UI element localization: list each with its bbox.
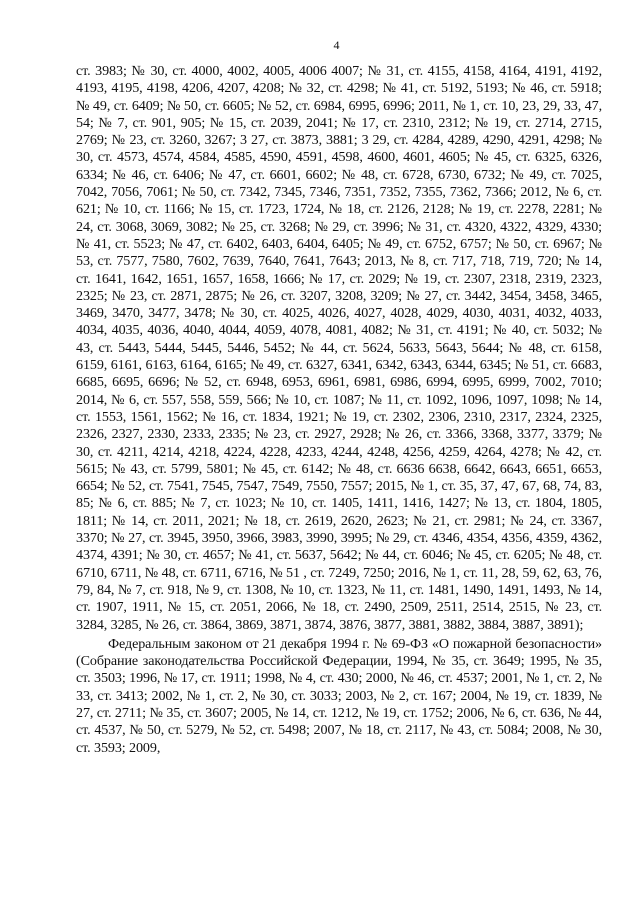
paragraph-fire-safety-law: Федеральным законом от 21 декабря 1994 г. № 69-ФЗ «О пожарной безопасности» (Собрание законодательства Российской Федерации, 1994, № 35, ст. 3649; 1995, № 35, ст. 3503; 1996, № 17, ст. 1911; 1998, № 4, ст. 430; 2000, № 46, ст. 4537; 2001, № 1, ст. 2, № 33, ст. 3413; 2002, № 1, ст. 2, № 30, ст. 3033; 2003, № 2, ст. 167; 2004, № 19, ст. 1839, № 27, ст. 2711; № 35, ст. 3607; 2005, № 14, ст. 1212, № 19, ст. 1752; 2006, № 6, ст. 636, № 44, ст. 4537, № 50, ст. 5279, № 52, ст. 5498; 2007, № 18, ст. 2117, № 43, ст. 5084; 2008, № 30, ст. 3593; 2009, [76,635,602,756]
page-number: 4 [333,38,340,52]
paragraph-citations-continued: ст. 3983; № 30, ст. 4000, 4002, 4005, 4006 4007; № 31, ст. 4155, 4158, 4164, 4191, 4192, 4193, 4195, 4198, 4206, 4207, 4208; № 32, ст. 4298; № 41, ст. 5192, 5193; № 46, ст. 5918; № 49, ст. 6409; № 50, ст. 6605; № 52, ст. 6984, 6995, 6996; 2011, № 1, ст. 10, 23, 29, 33, 47, 54; № 7, ст. 901, 905; № 15, ст. 2039, 2041; № 17, ст. 2310, 2312; № 19, ст. 2714, 2715, 2769; № 23, ст. 3260, 3267; 3 27, ст. 3873, 3881; 3 29, ст. 4284, 4289, 4290, 4291, 4298; № 30, ст. 4573, 4574, 4584, 4585, 4590, 4591, 4598, 4600, 4601, 4605; № 45, ст. 6325, 6326, 6334; № 46, ст. 6406; № 47, ст. 6601, 6602; № 48, ст. 6728, 6730, 6732; № 49, ст. 7025, 7042, 7056, 7061; № 50, ст. 7342, 7345, 7346, 7351, 7352, 7355, 7362, 7366; 2012, № 6, ст. 621; № 10, ст. 1166; № 15, ст. 1723, 1724, № 18, ст. 2126, 2128; № 19, ст. 2278, 2281; № 24, ст. 3068, 3069, 3082; № 25, ст. 3268; № 29, ст. 3996; № 31, ст. 4320, 4322, 4329, 4330; № 41, ст. 5523; № 47, ст. 6402, 6403, 6404, 6405; № 49, ст. 6752, 6757; № 50, ст. 6967; № 53, ст. 7577, 7580, 7602, 7639, 7640, 7641, 7643; 2013, № 8, ст. 717, 718, 719, 720; № 14, ст. 1641, 1642, 1651, 1657, 1658, 1666; № 17, ст. 2029; № 19, ст. 2307, 2318, 2319, 2323, 2325; № 23, ст. 2871, 2875; № 26, ст. 3207, 3208, 3209; № 27, ст. 3442, 3454, 3458, 3465, 3469, 3470, 3477, 3478; № 30, ст. 4025, 4026, 4027, 4028, 4029, 4030, 4031, 4032, 4033, 4034, 4035, 4036, 4040, 4044, 4059, 4078, 4081, 4082; № 31, ст. 4191; № 40, ст. 5032; № 43, ст. 5443, 5444, 5445, 5446, 5452; № 44, ст. 5624, 5633, 5643, 5644; № 48, ст. 6158, 6159, 6161, 6163, 6164, 6165; № 49, ст. 6327, 6341, 6342, 6343, 6344, 6345; № 51, ст. 6683, 6685, 6695, 6696; № 52, ст. 6948, 6953, 6961, 6981, 6986, 6994, 6995, 6999, 7002, 7010; 2014, № 6, ст. 557, 558, 559, 566; № 10, ст. 1087; № 11, ст. 1092, 1096, 1097, 1098; № 14, ст. 1553, 1561, 1562; № 16, ст. 1834, 1921; № 19, ст. 2302, 2306, 2310, 2317, 2324, 2325, 2326, 2327, 2330, 2333, 2335; № 23, ст. 2927, 2928; № 26, ст. 3366, 3368, 3377, 3379; № 30, ст. 4211, 4214, 4218, 4224, 4228, 4233, 4244, 4248, 4256, 4259, 4264, 4278; № 42, ст. 5615; № 43, ст. 5799, 5801; № 45, ст. 6142; № 48, ст. 6636 6638, 6642, 6643, 6651, 6653, 6654; № 52, ст. 7541, 7545, 7547, 7549, 7550, 7557; 2015, № 1, ст. 35, 37, 47, 67, 68, 74, 83, 85; № 6, ст. 885; № 7, ст. 1023; № 10, ст. 1405, 1411, 1416, 1427; № 13, ст. 1804, 1805, 1811; № 14, ст. 2011, 2021; № 18, ст. 2619, 2620, 2623; № 21, ст. 2981; № 24, ст. 3367, 3370; № 27, ст. 3945, 3950, 3966, 3983, 3990, 3995; № 29, ст. 4346, 4354, 4356, 4359, 4362, 4374, 4391; № 30, ст. 4657; № 41, ст. 5637, 5642; № 44, ст. 6046; № 45, ст. 6205; № 48, ст. 6710, 6711, № 48, ст. 6711, 6716, № 51 , ст. 7249, 7250; 2016, № 1, ст. 11, 28, 59, 62, 63, 76, 79, 84, № 7, ст. 918, № 9, ст. 1308, № 10, ст. 1323, № 11, ст. 1481, 1490, 1491, 1493, № 14, ст. 1907, 1911, № 15, ст. 2051, 2066, № 18, ст. 2490, 2509, 2511, 2514, 2515, № 23, ст. 3284, 3285, № 26, ст. 3864, 3869, 3871, 3874, 3876, 3877, 3881, 3882, 3884, 3887, 3891); [76,63,602,633]
